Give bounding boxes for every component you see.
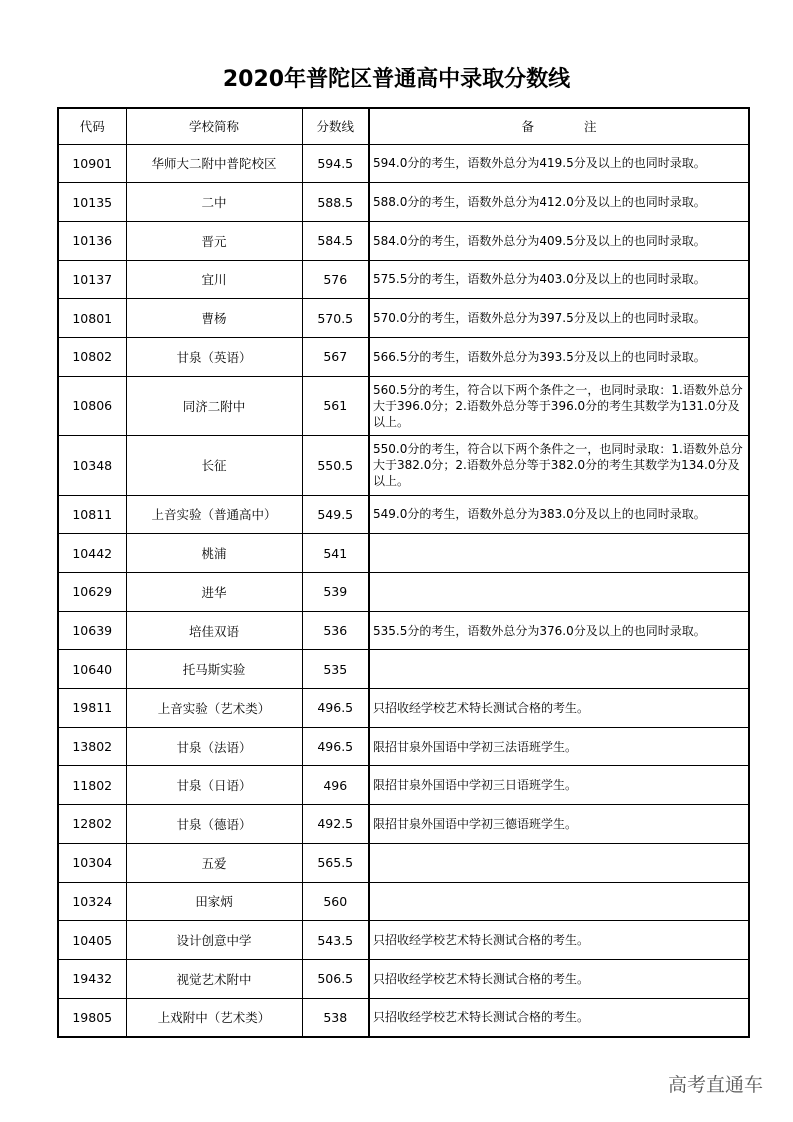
school-cell: 二中	[126, 183, 302, 222]
code-cell: 12802	[58, 805, 126, 844]
school-cell: 桃浦	[126, 534, 302, 573]
note-cell: 只招收经学校艺术特长测试合格的考生。	[369, 998, 749, 1037]
note-cell	[369, 573, 749, 612]
table-row	[58, 611, 749, 650]
table-row	[58, 959, 749, 998]
code-cell: 19811	[58, 689, 126, 728]
code-cell: 10811	[58, 495, 126, 534]
school-cell: 五爱	[126, 843, 302, 882]
note-cell: 560.5分的考生，符合以下两个条件之一，也同时录取：1.语数外总分大于396.0分；2.语数外总分等于396.0分的考生其数学为131.0分及以上。	[369, 376, 749, 436]
table-row	[58, 766, 749, 805]
score-cell: 543.5	[302, 921, 369, 960]
school-cell: 华师大二附中普陀校区	[126, 144, 302, 183]
school-cell: 长征	[126, 436, 302, 496]
code-cell: 10304	[58, 843, 126, 882]
school-cell: 同济二附中	[126, 376, 302, 436]
note-cell: 只招收经学校艺术特长测试合格的考生。	[369, 921, 749, 960]
score-cell: 535	[302, 650, 369, 689]
code-cell: 19805	[58, 998, 126, 1037]
code-cell: 19432	[58, 959, 126, 998]
school-cell: 田家炳	[126, 882, 302, 921]
score-cell: 496	[302, 766, 369, 805]
school-cell: 视觉艺术附中	[126, 959, 302, 998]
note-cell: 只招收经学校艺术特长测试合格的考生。	[369, 689, 749, 728]
note-cell	[369, 534, 749, 573]
score-cell: 492.5	[302, 805, 369, 844]
score-cell: 550.5	[302, 436, 369, 496]
score-cell: 541	[302, 534, 369, 573]
code-cell: 10802	[58, 337, 126, 376]
school-cell: 晋元	[126, 221, 302, 260]
school-cell: 上音实验（艺术类）	[126, 689, 302, 728]
note-cell	[369, 843, 749, 882]
note-cell: 584.0分的考生，语数外总分为409.5分及以上的也同时录取。	[369, 221, 749, 260]
note-cell	[369, 650, 749, 689]
code-cell: 10405	[58, 921, 126, 960]
score-cell: 567	[302, 337, 369, 376]
code-cell: 10442	[58, 534, 126, 573]
score-cell: 538	[302, 998, 369, 1037]
table-row	[58, 534, 749, 573]
table-row	[58, 882, 749, 921]
page-title: 2020年普陀区普通高中录取分数线	[222, 67, 571, 92]
score-cell: 588.5	[302, 183, 369, 222]
school-cell: 进华	[126, 573, 302, 612]
school-cell: 培佳双语	[126, 611, 302, 650]
table-row	[58, 573, 749, 612]
school-cell: 曹杨	[126, 299, 302, 338]
school-cell: 甘泉（法语）	[126, 727, 302, 766]
note-cell: 535.5分的考生，语数外总分为376.0分及以上的也同时录取。	[369, 611, 749, 650]
code-cell: 10348	[58, 436, 126, 496]
code-cell: 13802	[58, 727, 126, 766]
watermark: 高考直通车	[667, 1074, 763, 1096]
note-cell: 限招甘泉外国语中学初三法语班学生。	[369, 727, 749, 766]
table-row	[58, 183, 749, 222]
school-cell: 托马斯实验	[126, 650, 302, 689]
table-row	[58, 299, 749, 338]
table-row	[58, 921, 749, 960]
score-cell: 539	[302, 573, 369, 612]
code-cell: 10137	[58, 260, 126, 299]
table-row	[58, 376, 749, 436]
note-cell	[369, 882, 749, 921]
note-cell: 549.0分的考生，语数外总分为383.0分及以上的也同时录取。	[369, 495, 749, 534]
score-table	[57, 107, 750, 1038]
school-cell: 上音实验（普通高中）	[126, 495, 302, 534]
table-row	[58, 727, 749, 766]
school-cell: 宜川	[126, 260, 302, 299]
table-row	[58, 337, 749, 376]
code-cell: 10136	[58, 221, 126, 260]
score-cell: 594.5	[302, 144, 369, 183]
table-row	[58, 144, 749, 183]
score-cell: 576	[302, 260, 369, 299]
note-cell: 588.0分的考生，语数外总分为412.0分及以上的也同时录取。	[369, 183, 749, 222]
school-cell: 甘泉（德语）	[126, 805, 302, 844]
code-cell: 10639	[58, 611, 126, 650]
table-row	[58, 998, 749, 1037]
note-cell: 限招甘泉外国语中学初三德语班学生。	[369, 805, 749, 844]
score-cell: 549.5	[302, 495, 369, 534]
code-cell: 10901	[58, 144, 126, 183]
code-cell: 10135	[58, 183, 126, 222]
note-cell: 575.5分的考生，语数外总分为403.0分及以上的也同时录取。	[369, 260, 749, 299]
score-cell: 560	[302, 882, 369, 921]
score-cell: 570.5	[302, 299, 369, 338]
note-cell: 570.0分的考生，语数外总分为397.5分及以上的也同时录取。	[369, 299, 749, 338]
score-cell: 496.5	[302, 689, 369, 728]
header-score: 分数线	[302, 108, 369, 144]
table-row	[58, 221, 749, 260]
score-cell: 565.5	[302, 843, 369, 882]
note-cell: 550.0分的考生，符合以下两个条件之一，也同时录取：1.语数外总分大于382.0分；2.语数外总分等于382.0分的考生其数学为134.0分及以上。	[369, 436, 749, 496]
score-cell: 584.5	[302, 221, 369, 260]
table-row	[58, 843, 749, 882]
school-cell: 甘泉（英语）	[126, 337, 302, 376]
code-cell: 10640	[58, 650, 126, 689]
table-row	[58, 805, 749, 844]
note-cell: 566.5分的考生，语数外总分为393.5分及以上的也同时录取。	[369, 337, 749, 376]
header-code: 代码	[58, 108, 126, 144]
table-row	[58, 689, 749, 728]
table-header	[58, 108, 749, 144]
note-cell: 只招收经学校艺术特长测试合格的考生。	[369, 959, 749, 998]
code-cell: 11802	[58, 766, 126, 805]
score-cell: 536	[302, 611, 369, 650]
code-cell: 10629	[58, 573, 126, 612]
score-cell: 506.5	[302, 959, 369, 998]
school-cell: 甘泉（日语）	[126, 766, 302, 805]
school-cell: 上戏附中（艺术类）	[126, 998, 302, 1037]
code-cell: 10801	[58, 299, 126, 338]
score-cell: 561	[302, 376, 369, 436]
code-cell: 10324	[58, 882, 126, 921]
note-cell: 594.0分的考生，语数外总分为419.5分及以上的也同时录取。	[369, 144, 749, 183]
code-cell: 10806	[58, 376, 126, 436]
table-row	[58, 436, 749, 496]
table-row	[58, 495, 749, 534]
table-row	[58, 650, 749, 689]
score-cell: 496.5	[302, 727, 369, 766]
school-cell: 设计创意中学	[126, 921, 302, 960]
note-cell: 限招甘泉外国语中学初三日语班学生。	[369, 766, 749, 805]
header-note: 备 注	[369, 108, 749, 144]
table-row	[58, 260, 749, 299]
header-school: 学校简称	[126, 108, 302, 144]
